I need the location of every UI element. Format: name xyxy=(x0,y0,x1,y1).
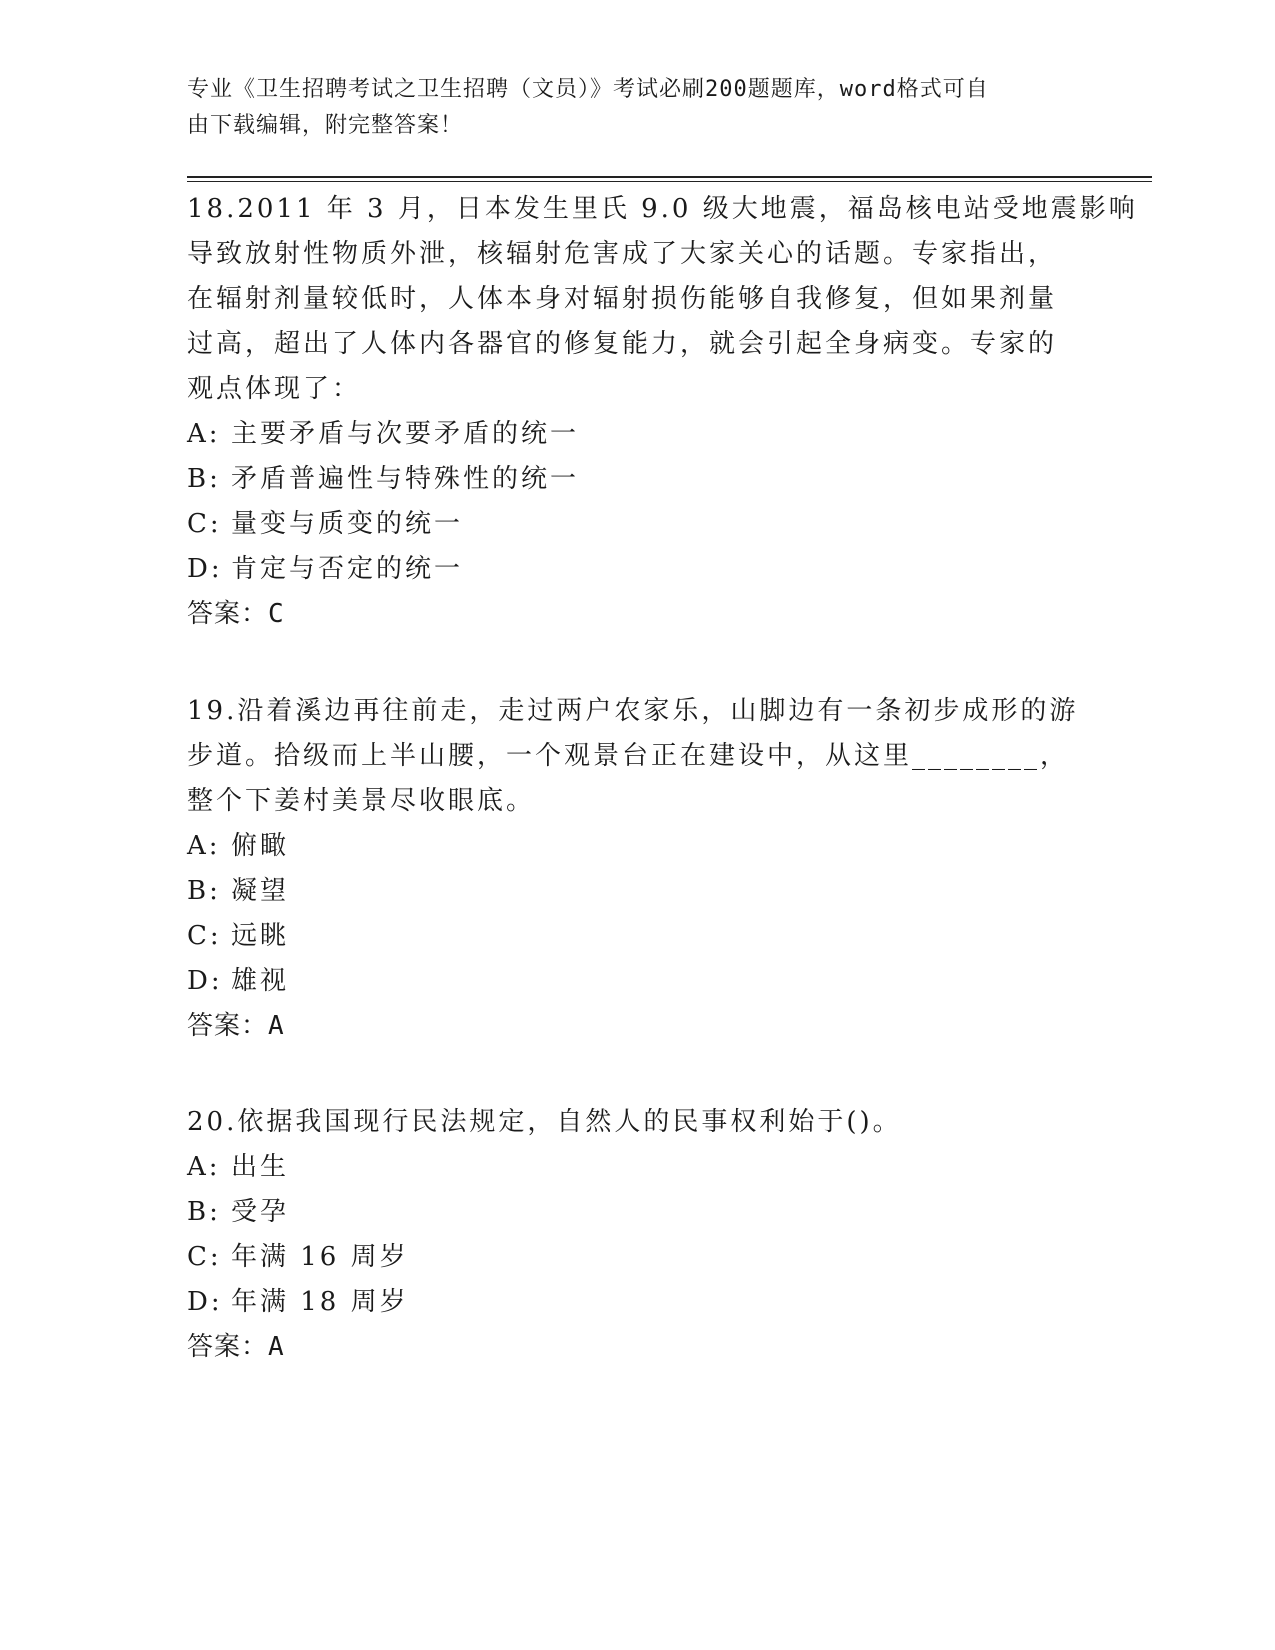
option-c xyxy=(187,502,1087,547)
option-text: 凝望 xyxy=(231,876,290,906)
question-19 xyxy=(187,689,1087,1049)
question-20 xyxy=(187,1100,1087,1370)
option-key: B: xyxy=(187,1197,221,1227)
option-key: D: xyxy=(187,554,223,584)
question-text-line: 18.2011 年 3 月，日本发生里氏 9.0 级大地震，福岛核电站受地震影响 xyxy=(187,194,1138,224)
option-text: 年满 16 周岁 xyxy=(231,1242,409,1272)
option-d xyxy=(187,1280,1087,1325)
option-text: 雄视 xyxy=(231,966,290,996)
header-line-1: 专业《卫生招聘考试之卫生招聘（文员）》考试必刷200题题库，word格式可自 xyxy=(187,77,989,102)
answer-label: 答案：C xyxy=(187,599,285,629)
document-header xyxy=(187,72,1067,144)
option-b xyxy=(187,1190,1087,1235)
option-text: 肯定与否定的统一 xyxy=(231,554,464,584)
question-text-line: 观点体现了： xyxy=(187,374,362,404)
header-divider-thick xyxy=(187,176,1152,178)
option-key: D: xyxy=(187,966,223,996)
option-key: C: xyxy=(187,1242,222,1272)
option-key: A: xyxy=(187,1152,221,1182)
option-text: 出生 xyxy=(231,1152,290,1182)
option-key: A: xyxy=(187,831,221,861)
option-text: 俯瞰 xyxy=(231,831,290,861)
option-key: C: xyxy=(187,921,222,951)
header-line-2: 由下载编辑，附完整答案！ xyxy=(187,113,464,138)
option-c xyxy=(187,914,1087,959)
option-text: 矛盾普遍性与特殊性的统一 xyxy=(231,464,580,494)
option-text: 年满 18 周岁 xyxy=(231,1287,409,1317)
option-text: 主要矛盾与次要矛盾的统一 xyxy=(231,419,580,449)
question-text-line: 20.依据我国现行民法规定，自然人的民事权利始于()。 xyxy=(187,1107,902,1137)
question-text-line: 在辐射剂量较低时，人体本身对辐射损伤能够自我修复，但如果剂量 xyxy=(187,284,1058,314)
question-text-line: 19.沿着溪边再往前走，走过两户农家乐，山脚边有一条初步成形的游 xyxy=(187,696,1079,726)
option-a xyxy=(187,412,1087,457)
option-b xyxy=(187,457,1087,502)
option-d xyxy=(187,547,1087,592)
option-text: 量变与质变的统一 xyxy=(231,509,464,539)
option-key: B: xyxy=(187,876,221,906)
header-divider-thin xyxy=(187,181,1152,182)
question-text-line: 步道。拾级而上半山腰，一个观景台正在建设中，从这里________， xyxy=(187,741,1070,771)
option-key: B: xyxy=(187,464,221,494)
option-b xyxy=(187,869,1087,914)
question-18 xyxy=(187,187,1138,637)
question-text-line: 整个下姜村美景尽收眼底。 xyxy=(187,786,536,816)
option-d xyxy=(187,959,1087,1004)
option-a xyxy=(187,824,1087,869)
option-text: 远眺 xyxy=(231,921,290,951)
option-a xyxy=(187,1145,1087,1190)
option-c xyxy=(187,1235,1087,1280)
option-text: 受孕 xyxy=(231,1197,290,1227)
question-text-line: 导致放射性物质外泄，核辐射危害成了大家关心的话题。专家指出， xyxy=(187,239,1058,269)
answer-label: 答案：A xyxy=(187,1332,285,1362)
option-key: C: xyxy=(187,509,222,539)
question-text-line: 过高，超出了人体内各器官的修复能力，就会引起全身病变。专家的 xyxy=(187,329,1058,359)
option-key: A: xyxy=(187,419,221,449)
answer-label: 答案：A xyxy=(187,1011,285,1041)
option-key: D: xyxy=(187,1287,223,1317)
